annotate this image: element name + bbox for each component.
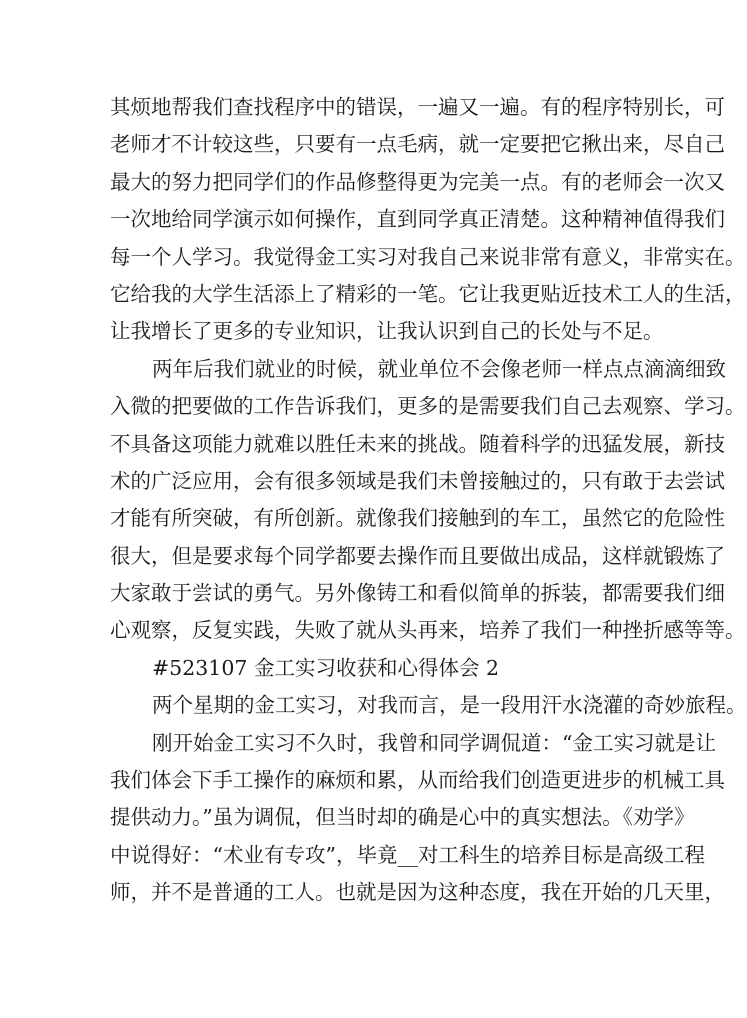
paragraph — [110, 89, 746, 351]
text-line: 大家敢于尝试的勇气。另外像铸工和看似简单的拆装，都需要我们细 — [110, 581, 725, 606]
text-line: 术的广泛应用，会有很多领域是我们未曾接触过的，只有敢于去尝试 — [110, 468, 725, 493]
paragraph — [110, 351, 746, 650]
paragraph — [110, 725, 725, 912]
paragraph — [110, 687, 747, 724]
text-line: 其烦地帮我们查找程序中的错误，一遍又一遍。有的程序特别长，可 — [110, 95, 725, 119]
text-line: #523107 金工实习收获和心得体会 2 — [152, 655, 500, 680]
paragraph — [110, 650, 618, 687]
text-line: 很大，但是要求每个同学都要去操作而且要做出成品，这样就锻炼了 — [110, 543, 725, 568]
text-line: 一次地给同学演示如何操作，直到同学真正清楚。这种精神值得我们 — [110, 207, 725, 232]
document-page — [110, 89, 747, 912]
text-line: 心观察，反复实践，失败了就从头再来，培养了我们一种挫折感等等。 — [110, 618, 746, 643]
text-line: 它给我的大学生活添上了精彩的一笔。它让我更贴近技术工人的生活， — [110, 281, 746, 306]
text-line: 我们体会下手工操作的麻烦和累，从而给我们创造更进步的机械工具 — [110, 768, 725, 793]
text-line: 才能有所突破，有所创新。就像我们接触到的车工，虽然它的危险性 — [110, 506, 725, 531]
text-line: 最大的努力把同学们的作品修整得更为完美一点。有的老师会一次又 — [110, 169, 725, 194]
text-line: 刚开始金工实习不久时，我曾和同学调侃道：“金工实习就是让 — [152, 730, 716, 755]
text-line: 中说得好：“术业有专攻”，毕竟__对工科生的培养目标是高级工程 — [110, 842, 705, 867]
text-line: 每一个人学习。我觉得金工实习对我自己来说非常有意义，非常实在。 — [110, 244, 746, 269]
text-line: 两个星期的金工实习，对我而言，是一段用汗水浇灌的奇妙旅程。 — [152, 693, 747, 718]
text-line: 让我增长了更多的专业知识，让我认识到自己的长处与不足。 — [110, 319, 664, 344]
text-line: 两年后我们就业的时候，就业单位不会像老师一样点点滴滴细致 — [152, 356, 726, 381]
text-line: 提供动力。”虽为调侃，但当时却的确是心中的真实想法。《劝学》 — [110, 805, 695, 830]
text-line: 入微的把要做的工作告诉我们，更多的是需要我们自己去观察、学习。 — [110, 394, 746, 419]
text-line: 师，并不是普通的工人。也就是因为这种态度，我在开始的几天里， — [110, 880, 725, 905]
text-line: 老师才不计较这些，只要有一点毛病，就一定要把它揪出来，尽自己 — [110, 132, 725, 157]
text-line: 不具备这项能力就难以胜任未来的挑战。随着科学的迅猛发展，新技 — [110, 431, 725, 456]
